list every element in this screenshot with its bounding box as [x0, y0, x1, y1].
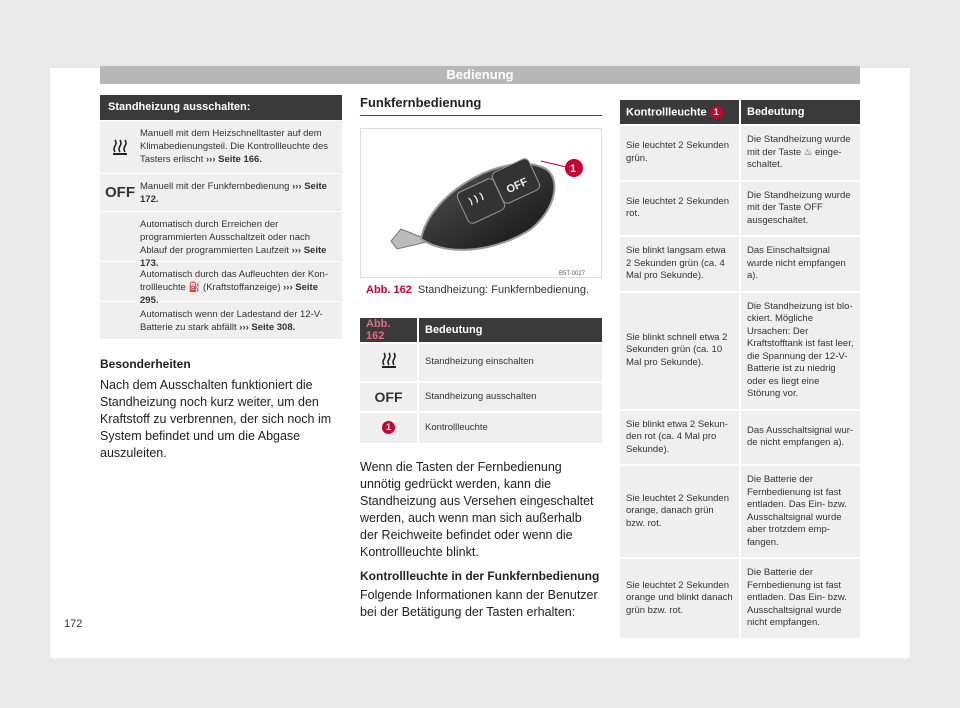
row-text: Automatisch wenn der Ladestand der 12-V-Batterie zu stark abfällt — [140, 309, 323, 333]
row-text: Manuell mit der Funkfernbedienung — [140, 181, 290, 192]
off-icon: OFF — [105, 184, 135, 201]
table-row: Standheizung einschalten — [360, 343, 602, 382]
besonderheiten-text: Nach dem Ausschalten funktioniert die Standheizung noch kurz weiter, um den Kraftstoff zu verbrennen, der sich noch im System befindet und um die Abgase auszuleiten. — [100, 378, 332, 460]
table-row: Sie leuchtet 2 Sekunden orange, danach grün bzw. rot. Die Batterie der Fernbedienung ist fast entladen. Das Ein- bzw. Ausschaltsignal wurde aber trotzdem empfangen. — [620, 465, 860, 558]
header-title: Bedienung — [446, 67, 514, 82]
figure-callout: 1 — [570, 163, 577, 175]
remote-buttons-table: Abb. 162 Bedeutung Standheizung einschalten OFF Standheizung ausschalten 1 Kontrollleuchte — [360, 318, 602, 443]
paragraph: Wenn die Tasten der Fernbedienung unnötig gedrückt werden, kann die Standheizung aus Versehen eingeschaltet werden, auch wenn man sich außerhalb der Reichweite befindet oder wenn die Kontrollleuchte blinkt. — [360, 459, 594, 559]
table-row — [100, 173, 342, 211]
table-row: Sie leuchtet 2 Sekunden grün. Die Standheizung wurde mit der Taste ♨ eingeschaltet. — [620, 125, 860, 181]
paragraph: Folgende Informationen kann der Benutzer bei der Betätigung der Tasten erhalten: — [360, 587, 598, 619]
row-text: Automatisch durch Erreichen der programmierten Ausschaltzeit oder nach Ablauf der programmierten Laufzeit — [140, 219, 311, 256]
seat-heat-icon — [360, 343, 418, 382]
callout-icon: 1 — [710, 106, 723, 119]
section-title: Funkfernbedienung — [360, 95, 602, 116]
callout-icon: 1 — [382, 421, 395, 434]
header-band — [100, 66, 860, 84]
off-table-title: Standheizung ausschalten: — [100, 95, 342, 120]
table-row: OFF Standheizung ausschalten — [360, 382, 602, 413]
subsection-title: Kontrollleuchte in der Funkfernbedienung — [360, 568, 600, 583]
row-text: Automatisch durch das Aufleuchten der Kontrollleuchte ⛽ (Kraftstoffanzeige) — [140, 269, 329, 293]
table-row: 1 Kontrollleuchte — [360, 412, 602, 443]
off-icon: OFF — [360, 382, 418, 413]
column-right — [620, 100, 860, 638]
row-text: Manuell mit dem Heizschnelltaster auf dem Klimabedienungsteil. Die Kontrollleuchte des Tasters erlischt — [140, 128, 329, 165]
figure-remote — [360, 128, 602, 278]
column-left — [100, 95, 342, 462]
table-row: Sie blinkt schnell etwa 2 Sekunden grün (ca. 10 Mal pro Sekunde). Die Standheizung ist blockiert. Mögliche Ursachen: Der Kraftstofftank ist fast leer, die Spannung der 12-V-Batterie ist zu niedrig oder es liegt eine Störung vor. — [620, 292, 860, 410]
column-middle — [360, 95, 602, 621]
page-link[interactable]: ››› Seite 166. — [206, 154, 262, 165]
besonderheiten-title: Besonderheiten — [100, 357, 191, 371]
table-row — [100, 120, 342, 173]
table-row — [100, 211, 342, 269]
page-link[interactable]: ››› Seite 173. — [140, 245, 327, 269]
table-row — [100, 261, 342, 306]
table-row — [100, 301, 342, 339]
page-link[interactable]: ››› Seite 295. — [140, 282, 318, 306]
table-row: Sie leuchtet 2 Sekunden orange und blinkt danach grün bzw. rot. Die Batterie der Fernbedienung ist fast entladen. Das Ein- bzw. Ausschaltsignal wurde nicht empfangen. — [620, 558, 860, 638]
seat-heat-icon — [100, 121, 140, 173]
indicator-table: Kontrollleuchte 1 Bedeutung Sie leuchtet 2 Sekunden grün. Die Standheizung wurde mit der Taste ♨ eingeschaltet. Sie leuchtet 2 Sekunden rot. Die Standheizung wurde mit der Taste OFF ausgeschaltet. Sie blinkt langsam etwa 2 Sekunden grün (ca. 4 Mal pro Sekunde). Das Einschaltsignal wurde nicht empfangen a). Sie blinkt schnell etwa 2 Sekunden grün (ca. 10 Mal pro Sekunde). Die Standheizung ist blockiert. Mögliche Ursachen: Der Kraftstofftank ist fast leer, die Spannung der 12-V-Batterie ist zu niedrig oder es liegt eine Störung vor. Sie blinkt etwa 2 Sekunden rot (ca. 4 Mal pro Sekunde). Das Ausschaltsignal wurde nicht empfangen a). Sie leuchtet 2 Sekunden orange, danach grün bzw. rot. Die Batterie der Fernbedienung ist fast entladen. Das Ein- bzw. Ausschaltsignal wurde aber trotzdem empfangen. Sie leuchtet 2 Sekunden orange und blinkt danach grün bzw. rot. Die Batterie der Fernbedienung ist fast entladen. Das Ein- bzw. Ausschaltsignal wurde nicht empfangen. — [620, 100, 860, 638]
table-row: Sie blinkt langsam etwa 2 Sekunden grün (ca. 4 Mal pro Sekunde). Das Einschaltsignal wurde nicht empfangen a). — [620, 236, 860, 292]
off-label: OFF — [504, 175, 530, 197]
figure-code: B5T-0027 — [559, 271, 586, 277]
table-row: Sie blinkt etwa 2 Sekunden rot (ca. 4 Mal pro Sekunde). Das Ausschaltsignal wurde nicht empfangen a). — [620, 410, 860, 466]
page-link[interactable]: ››› Seite 172. — [140, 181, 327, 205]
figure-caption: Abb. 162 Standheizung: Funkfernbedienung. — [366, 284, 590, 296]
page-link[interactable]: ››› Seite 308. — [239, 322, 296, 333]
table-row: Sie leuchtet 2 Sekunden rot. Die Standheizung wurde mit der Taste OFF ausgeschaltet. — [620, 181, 860, 237]
page-number: 172 — [64, 618, 83, 630]
remote-key-illustration — [361, 129, 601, 279]
